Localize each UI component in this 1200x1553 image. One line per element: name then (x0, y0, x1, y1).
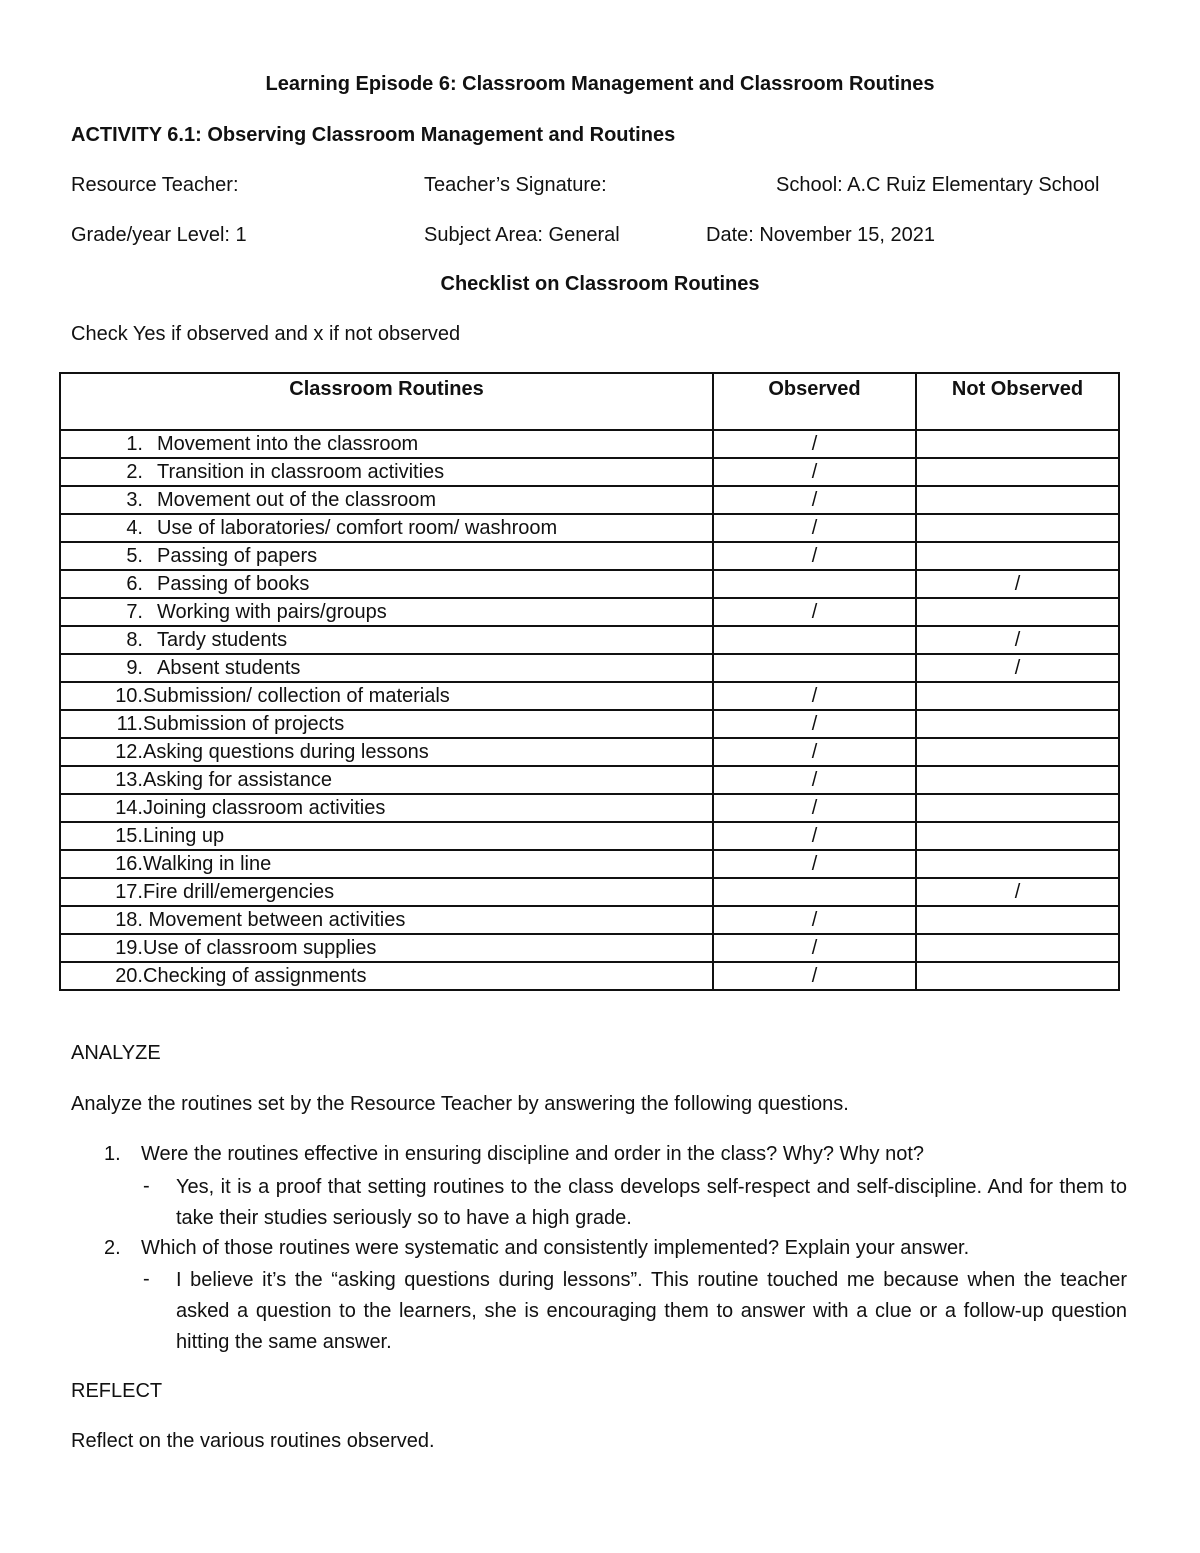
routine-number: 3. (126, 489, 143, 511)
observed-cell: / (713, 598, 916, 626)
question-number: 2. (104, 1237, 121, 1259)
observed-cell: / (713, 766, 916, 794)
analyze-heading: ANALYZE (71, 1042, 161, 1064)
observed-cell: / (713, 486, 916, 514)
table-row (60, 682, 1119, 710)
routine-label: Asking questions during lessons (143, 741, 429, 763)
header-not-observed: Not Observed (916, 373, 1119, 430)
routine-cell (60, 710, 713, 738)
not-observed-cell (916, 598, 1119, 626)
routines-table (59, 372, 1120, 991)
routine-cell (60, 598, 713, 626)
routine-label: Movement between activities (143, 909, 406, 931)
routine-cell (60, 878, 713, 906)
routine-label: Working with pairs/groups (157, 601, 387, 623)
routine-number: 11. (116, 713, 143, 735)
table-row (60, 822, 1119, 850)
not-observed-cell (916, 822, 1119, 850)
checklist-title: Checklist on Classroom Routines (440, 273, 760, 295)
routine-number: 18. (115, 909, 143, 931)
table-row (60, 906, 1119, 934)
not-observed-cell (916, 430, 1119, 458)
not-observed-cell (916, 850, 1119, 878)
routine-label: Submission of projects (143, 713, 345, 735)
routine-label: Joining classroom activities (143, 797, 386, 819)
routine-number: 4. (126, 517, 143, 539)
not-observed-cell: / (916, 654, 1119, 682)
routine-number: 6. (126, 573, 143, 595)
table-row (60, 598, 1119, 626)
not-observed-cell: / (916, 626, 1119, 654)
reflect-heading: REFLECT (71, 1380, 163, 1402)
observed-cell: / (713, 458, 916, 486)
question-number: 1. (104, 1143, 121, 1165)
answer-text: I believe it’s the “asking questions during lessons”. This routine touched me because when the teacher asked a question to the learners, she is encouraging them to answer with a clue or a follow-up question hitting the same answer. (176, 1269, 1127, 1353)
observed-cell: / (713, 542, 916, 570)
routine-label: Use of classroom supplies (143, 937, 377, 959)
table-row (60, 570, 1119, 598)
table-row (60, 934, 1119, 962)
table-header-row (60, 373, 1119, 430)
routine-number: 5. (126, 545, 143, 567)
teacher-signature-field: Teacher’s Signature: (424, 174, 607, 196)
routine-cell (60, 906, 713, 934)
answer-dash: - (143, 1268, 150, 1290)
routine-cell (60, 486, 713, 514)
observed-cell: / (713, 850, 916, 878)
routine-number: 1. (126, 433, 143, 455)
not-observed-cell (916, 934, 1119, 962)
observed-cell (713, 878, 916, 906)
routine-label: Lining up (143, 825, 225, 847)
routine-label: Absent students (157, 657, 301, 679)
table-row (60, 430, 1119, 458)
routine-label: Asking for assistance (143, 769, 332, 791)
not-observed-cell (916, 906, 1119, 934)
page-title: Learning Episode 6: Classroom Management and Classroom Routines (265, 73, 935, 95)
routine-number: 19. (115, 937, 143, 959)
answer-dash: - (143, 1175, 150, 1197)
analyze-intro: Analyze the routines set by the Resource Teacher by answering the following questions. (71, 1093, 849, 1115)
routine-label: Transition in classroom activities (157, 461, 445, 483)
routine-cell (60, 850, 713, 878)
routine-label: Fire drill/emergencies (143, 881, 335, 903)
not-observed-cell (916, 486, 1119, 514)
routine-label: Tardy students (157, 629, 288, 651)
table-row (60, 766, 1119, 794)
table-row (60, 486, 1119, 514)
routine-number: 10. (115, 685, 143, 707)
observed-cell: / (713, 962, 916, 990)
routine-cell (60, 822, 713, 850)
not-observed-cell (916, 542, 1119, 570)
routine-cell (60, 514, 713, 542)
routine-number: 20. (115, 965, 143, 987)
observed-cell: / (713, 794, 916, 822)
not-observed-cell (916, 458, 1119, 486)
table-row (60, 542, 1119, 570)
table-row (60, 654, 1119, 682)
routine-cell (60, 738, 713, 766)
observed-cell (713, 570, 916, 598)
table-row (60, 626, 1119, 654)
not-observed-cell (916, 962, 1119, 990)
routine-cell (60, 682, 713, 710)
activity-heading: ACTIVITY 6.1: Observing Classroom Management and Routines (71, 124, 676, 146)
routine-number: 13. (115, 769, 143, 791)
routine-label: Passing of books (157, 573, 310, 595)
observed-cell: / (713, 822, 916, 850)
routine-cell (60, 542, 713, 570)
routine-number: 14. (115, 797, 143, 819)
routine-number: 7. (126, 601, 143, 623)
routine-cell (60, 626, 713, 654)
reflect-intro: Reflect on the various routines observed. (71, 1430, 435, 1452)
routine-cell (60, 430, 713, 458)
observed-cell: / (713, 934, 916, 962)
not-observed-cell (916, 766, 1119, 794)
routine-cell (60, 570, 713, 598)
answer-text: Yes, it is a proof that setting routines to the class develops self-respect and self-discipline. And for them to take their studies seriously so to have a high grade. (176, 1176, 1127, 1229)
routine-cell (60, 794, 713, 822)
routine-cell (60, 962, 713, 990)
routine-number: 16. (115, 853, 143, 875)
routine-number: 17. (115, 881, 143, 903)
routine-label: Movement into the classroom (157, 433, 419, 455)
observed-cell: / (713, 430, 916, 458)
not-observed-cell (916, 738, 1119, 766)
school-field: School: A.C Ruiz Elementary School (776, 174, 1100, 196)
observed-cell: / (713, 906, 916, 934)
routine-label: Submission/ collection of materials (143, 685, 450, 707)
table-row (60, 962, 1119, 990)
routine-number: 2. (126, 461, 143, 483)
not-observed-cell (916, 710, 1119, 738)
observed-cell: / (713, 682, 916, 710)
not-observed-cell (916, 682, 1119, 710)
not-observed-cell: / (916, 878, 1119, 906)
table-row (60, 514, 1119, 542)
question-text: Were the routines effective in ensuring discipline and order in the class? Why? Why not? (141, 1143, 925, 1165)
not-observed-cell: / (916, 570, 1119, 598)
observed-cell: / (713, 514, 916, 542)
routine-label: Use of laboratories/ comfort room/ washroom (157, 517, 558, 539)
observed-cell: / (713, 710, 916, 738)
header-classroom-routines: Classroom Routines (60, 373, 713, 430)
checklist-instruction: Check Yes if observed and x if not observed (71, 323, 461, 345)
routine-label: Passing of papers (157, 545, 318, 567)
table-row (60, 794, 1119, 822)
table-row (60, 878, 1119, 906)
routine-number: 8. (126, 629, 143, 651)
routine-number: 12. (115, 741, 143, 763)
routine-cell (60, 458, 713, 486)
question-text: Which of those routines were systematic and consistently implemented? Explain your answer. (141, 1237, 970, 1259)
routine-label: Checking of assignments (143, 965, 367, 987)
not-observed-cell (916, 514, 1119, 542)
subject-area-field: Subject Area: General (424, 224, 620, 246)
grade-level-field: Grade/year Level: 1 (71, 224, 247, 246)
routine-label: Walking in line (143, 853, 272, 875)
routine-label: Movement out of the classroom (157, 489, 437, 511)
observed-cell (713, 626, 916, 654)
routine-cell (60, 654, 713, 682)
routine-cell (60, 766, 713, 794)
table-row (60, 738, 1119, 766)
routine-number: 9. (126, 657, 143, 679)
observed-cell: / (713, 738, 916, 766)
date-field: Date: November 15, 2021 (706, 224, 936, 246)
table-row (60, 458, 1119, 486)
routine-number: 15. (115, 825, 143, 847)
header-observed: Observed (713, 373, 916, 430)
table-row (60, 850, 1119, 878)
routine-cell (60, 934, 713, 962)
table-row (60, 710, 1119, 738)
not-observed-cell (916, 794, 1119, 822)
observed-cell (713, 654, 916, 682)
resource-teacher-field: Resource Teacher: (71, 174, 239, 196)
